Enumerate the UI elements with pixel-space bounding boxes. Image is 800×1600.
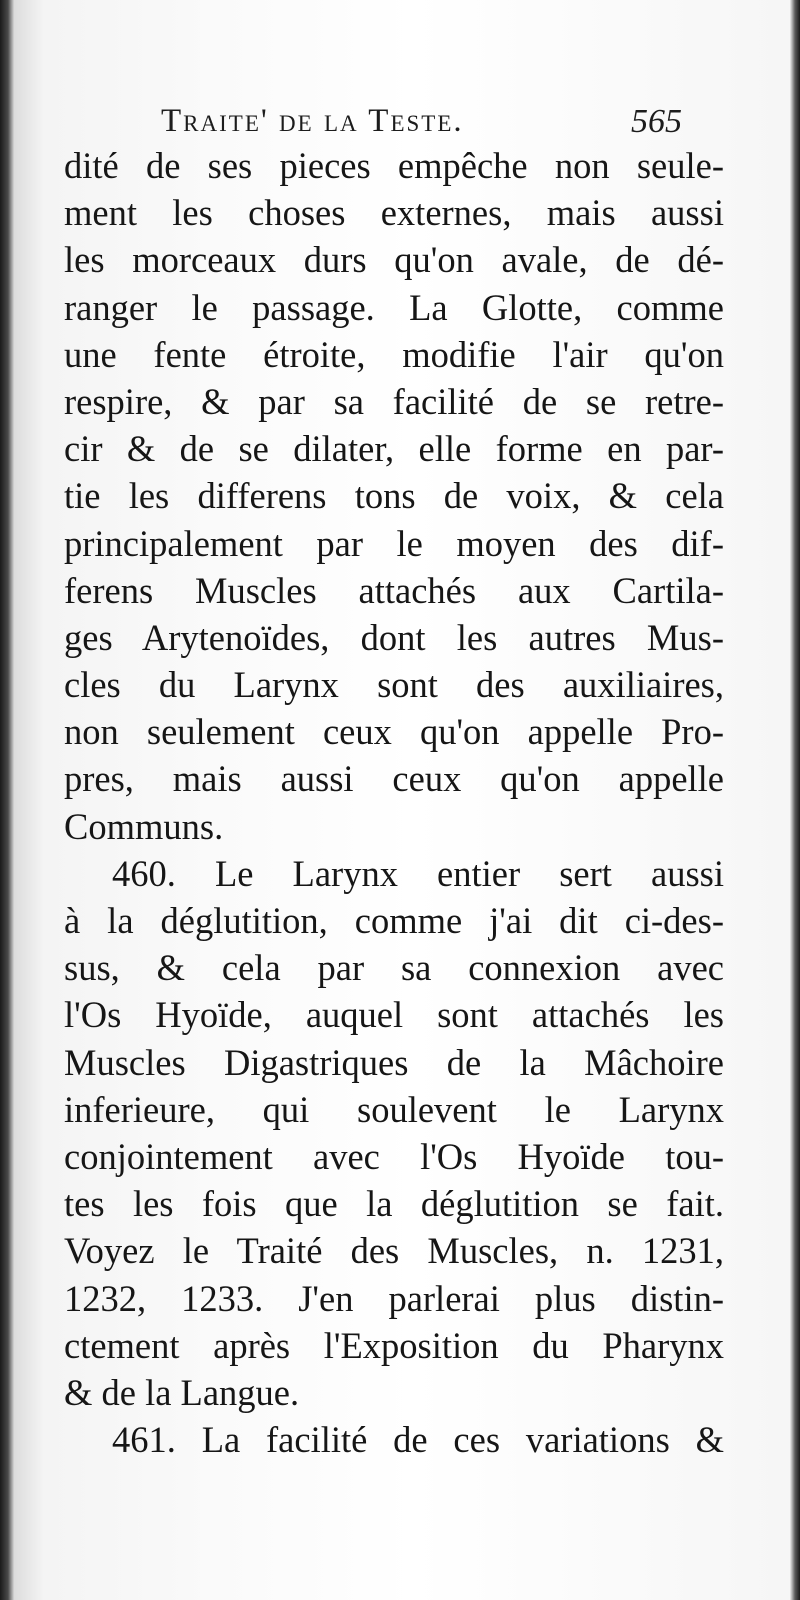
text-line: Muscles Digastriques de la Mâchoire xyxy=(64,1041,724,1083)
running-head xyxy=(161,103,761,147)
text-line: tie les differens tons de voix, & cela xyxy=(64,475,724,517)
text-line: cir & de se dilater, elle forme en par- xyxy=(64,428,724,470)
text-line: ferens Muscles attachés aux Cartila- xyxy=(64,569,724,611)
text-line: ranger le passage. La Glotte, comme xyxy=(64,286,724,328)
paragraph-460-start: 460. Le Larynx entier sert aussi xyxy=(112,852,724,894)
paragraph-461-start: 461. La facilité de ces variations & xyxy=(112,1419,724,1461)
text-line: tes les fois que la déglutition se fait. xyxy=(64,1183,724,1225)
text-line: ctement après l'Exposition du Pharynx xyxy=(64,1324,724,1366)
text-line: respire, & par sa facilité de se retre- xyxy=(64,380,724,422)
text-line: pres, mais aussi ceux qu'on appelle xyxy=(64,758,724,800)
text-line: non seulement ceux qu'on appelle Pro- xyxy=(64,711,724,753)
scan-right-edge xyxy=(790,0,800,1600)
text-line: l'Os Hyoïde, auquel sont attachés les xyxy=(64,994,724,1036)
text-line: ment les choses externes, mais aussi xyxy=(64,192,724,234)
text-line: 1232, 1233. J'en parlerai plus distin- xyxy=(64,1277,724,1319)
scan-left-edge xyxy=(0,0,14,1600)
text-line: les morceaux durs qu'on avale, de dé- xyxy=(64,239,724,281)
page-number: 565 xyxy=(631,103,682,140)
body-text xyxy=(64,142,724,1463)
text-line: ges Arytenoïdes, dont les autres Mus- xyxy=(64,616,724,658)
text-line: à la déglutition, comme j'ai dit ci-des- xyxy=(64,900,724,941)
text-line: dité de ses pieces empêche non seule- xyxy=(64,145,724,186)
text-line: conjointement avec l'Os Hyoïde tou- xyxy=(64,1135,724,1177)
text-line: inferieure, qui soulevent le Larynx xyxy=(64,1088,724,1130)
text-line: principalement par le moyen des dif- xyxy=(64,522,724,564)
text-line: Voyez le Traité des Muscles, n. 1231, xyxy=(64,1230,724,1272)
text-line: une fente étroite, modifie l'air qu'on xyxy=(64,333,724,375)
text-line: sus, & cela par sa connexion avec xyxy=(64,947,724,989)
text-line: & de la Langue. xyxy=(64,1371,300,1413)
text-line: Communs. xyxy=(64,805,224,847)
running-head-title: Traite' de la Teste. xyxy=(161,103,464,139)
text-line: cles du Larynx sont des auxiliaires, xyxy=(64,664,724,706)
book-page xyxy=(14,0,790,1600)
